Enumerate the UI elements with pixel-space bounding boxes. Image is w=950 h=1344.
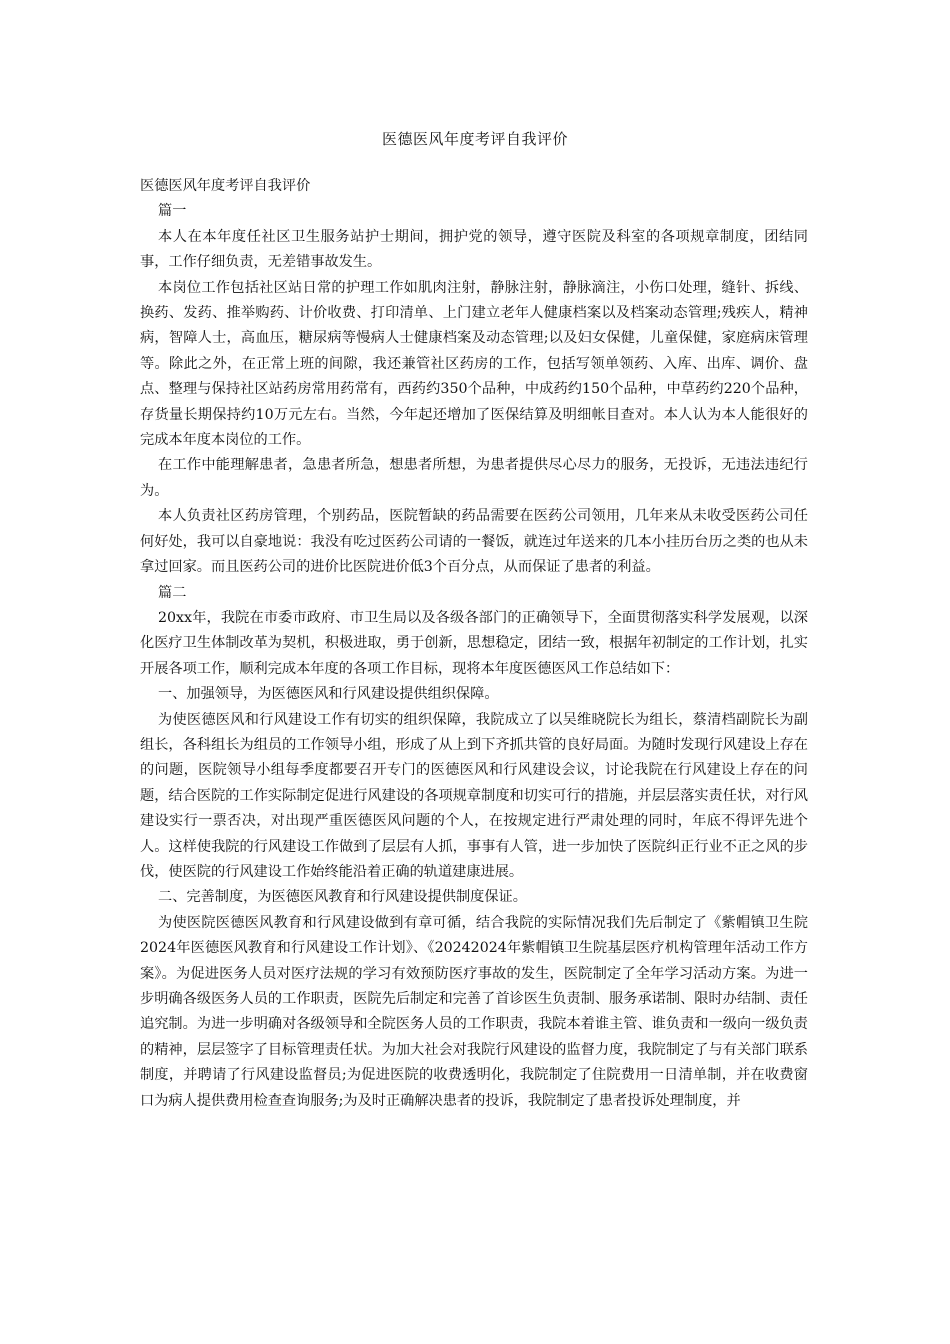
paragraph: 本人负责社区药房管理，个别药品，医院暂缺的药品需要在医药公司领用，几年来从未收受医药公司任何好处，我可以自豪地说：我没有吃过医药公司请的一餐饭，就连过年送来的几本小挂历台历之类的也从未拿过回家。而且医药公司的进价比医院进价低3个百分点，从而保证了患者的利益。: [140, 508, 808, 576]
part-two-label: 篇二: [158, 584, 187, 601]
document-body: [140, 174, 808, 1114]
paragraph: 为使医院医德医风教育和行风建设做到有章可循，结合我院的实际情况我们先后制定了《紫帽镇卫生院2024年医德医风教育和行风建设工作计划》、《20242024年紫帽镇卫生院基层医疗机构管理年活动工作方案》。为促进医务人员对医疗法规的学习有效预防医疗事故的发生，医院制定了全年学习活动方案。为进一步明确各级医务人员的工作职责，医院先后制定和完善了首诊医生负责制、服务承诺制、限时办结制、责任追究制。为进一步明确对各级领导和全院医务人员的工作职责，我院本着谁主管、谁负责和一级向一级负责的精神，层层签字了目标管理责任状。为加大社会对我院行风建设的监督力度，我院制定了与有关部门联系制度，并聘请了行风建设监督员;为促进医院的收费透明化，我院制定了住院费用一日清单制，并在收费窗口为病人提供费用检查查询服务;为及时正确解决患者的投诉，我院制定了患者投诉处理制度，并: [140, 914, 808, 1109]
paragraph: 20xx年，我院在市委市政府、市卫生局以及各级各部门的正确领导下，全面贯彻落实科学发展观，以深化医疗卫生体制改革为契机，积极进取，勇于创新，思想稳定，团结一致，根据年初制定的工作计划，扎实开展各项工作，顺利完成本年度的各项工作目标，现将本年度医德医风工作总结如下：: [140, 609, 808, 677]
section-heading: 一、加强领导，为医德医风和行风建设提供组织保障。: [158, 686, 499, 703]
section-heading: 二、完善制度，为医德医风教育和行风建设提供制度保证。: [158, 889, 527, 906]
paragraph: 本岗位工作包括社区站日常的护理工作如肌肉注射，静脉注射，静脉滴注，小伤口处理，缝针、拆线、换药、发药、推举购药、计价收费、打印清单、上门建立老年人健康档案以及档案动态管理;残疾人，精神病，智障人士，高血压，糖尿病等慢病人士健康档案及动态管理;以及妇女保健，儿童保健，家庭病床管理等。除此之外，在正常上班的间隙，我还兼管社区药房的工作，包括写领单领药、入库、出库、调价、盘点、整理与保持社区站药房常用药常有，西药约350个品种，中成药约150个品种，中草药约220个品种，存货量长期保持约10万元左右。当然，今年起还增加了医保结算及明细帐目查对。本人认为本人能很好的完成本年度本岗位的工作。: [140, 279, 808, 449]
paragraph: 本人在本年度任社区卫生服务站护士期间，拥护党的领导，遵守医院及科室的各项规章制度，团结同事，工作仔细负责，无差错事故发生。: [140, 228, 808, 271]
part-one-label: 篇一: [158, 203, 187, 220]
paragraph: 为使医德医风和行风建设工作有切实的组织保障，我院成立了以吴维晓院长为组长，蔡清档副院长为副组长，各科组长为组员的工作领导小组，形成了从上到下齐抓共管的良好局面。为随时发现行风建设上存在的问题，医院领导小组每季度都要召开专门的医德医风和行风建设会议，讨论我院在行风建设上存在的问题，结合医院的工作实际制定促进行风建设的各项规章制度和切实可行的措施，并层层落实责任状，对行风建设实行一票否决，对出现严重医德医风问题的个人，在按规定进行严肃处理的同时，年底不得评先进个人。这样使我院的行风建设工作做到了层层有人抓，事事有人管，进一步加快了医院纠正行业不正之风的步伐，使医院的行风建设工作始终能沿着正确的轨道建康进展。: [140, 711, 808, 880]
paragraph: 在工作中能理解患者，急患者所急，想患者所想，为患者提供尽心尽力的服务，无投诉，无违法违纪行为。: [140, 457, 808, 499]
document-subtitle: 医德医风年度考评自我评价: [140, 178, 311, 194]
document-title: 医德医风年度考评自我评价: [381, 130, 568, 148]
